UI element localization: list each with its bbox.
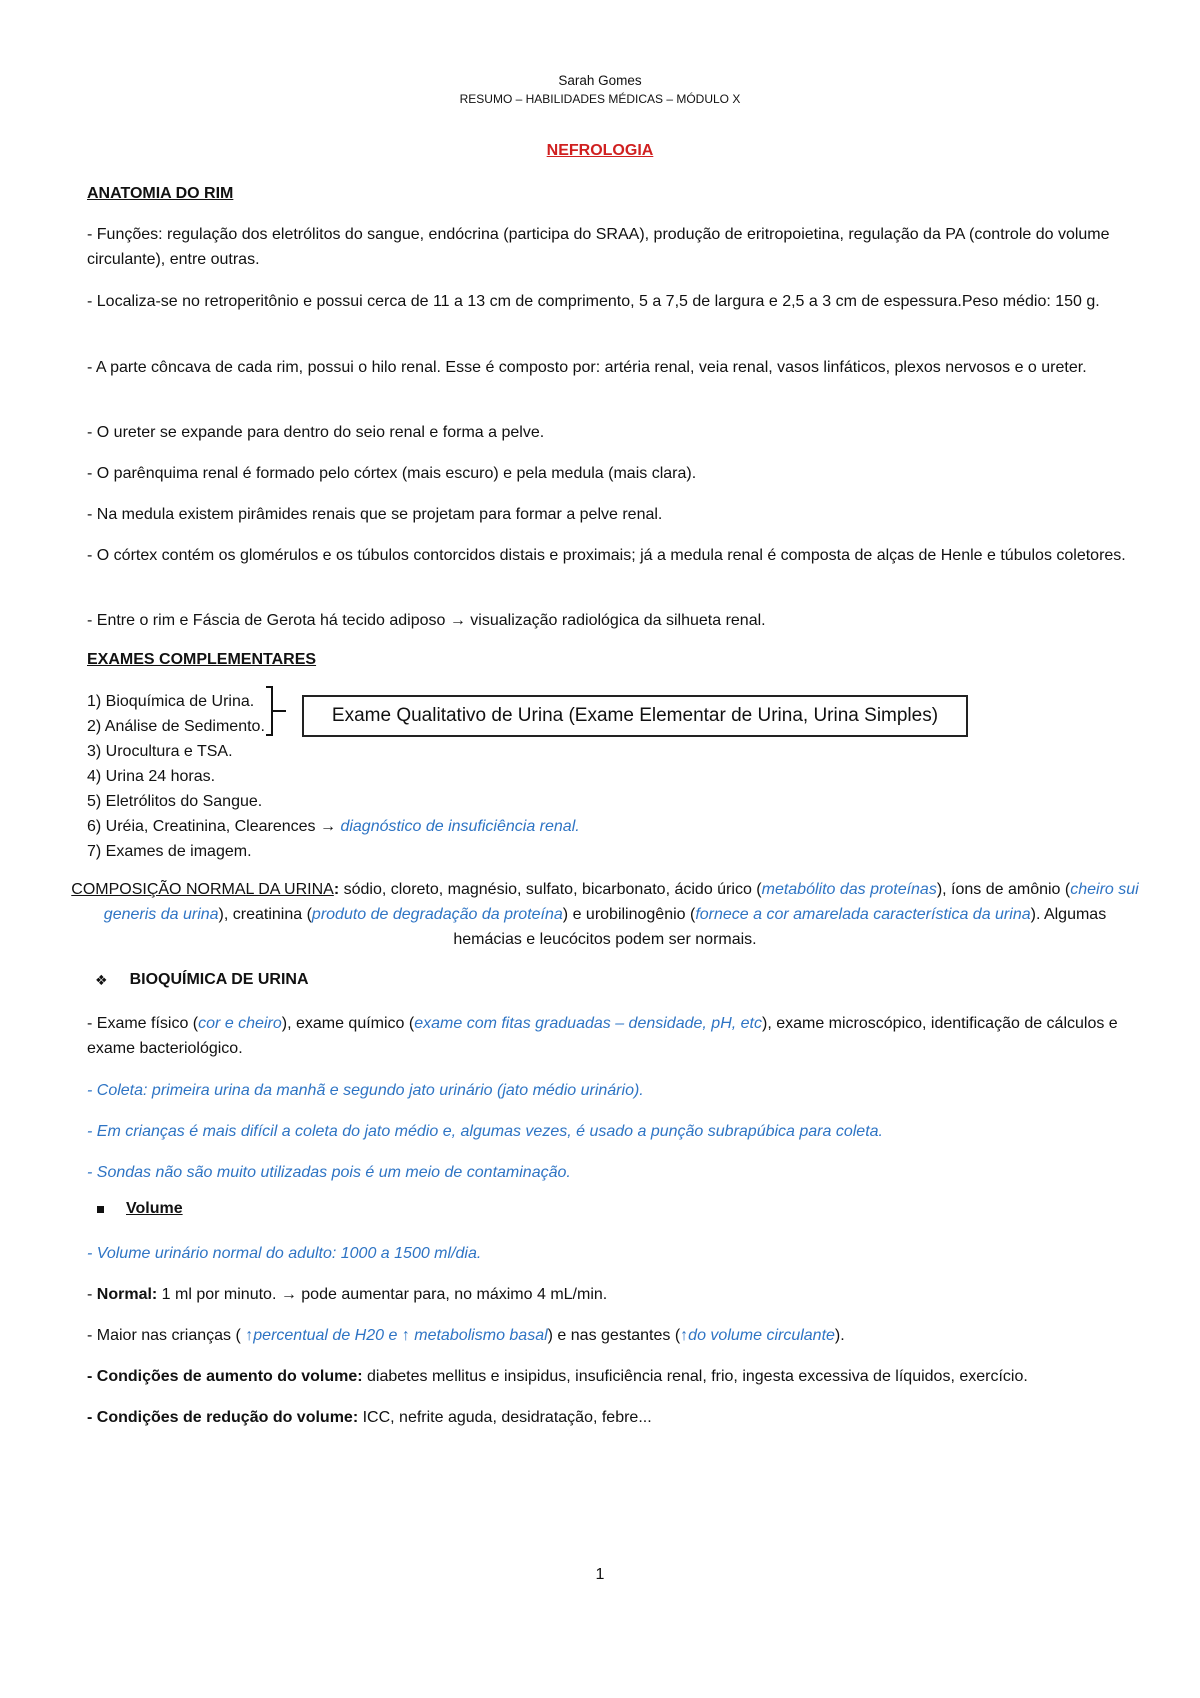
section-heading-volume <box>97 1200 183 1218</box>
bioquimica-note: cor e cheiro <box>198 1015 282 1032</box>
volume-bold-label: - Condições de aumento do volume: <box>87 1368 363 1385</box>
composicao-paragraph <box>70 877 1140 952</box>
list-item: 1) Bioquímica de Urina. <box>87 693 255 710</box>
composicao-colon: : <box>333 881 340 898</box>
bioquimica-text: ), exame químico ( <box>281 1015 415 1032</box>
bioquimica-heading-text: BIOQUÍMICA DE URINA <box>129 971 309 988</box>
volume-text: - Maior nas crianças ( <box>87 1327 246 1344</box>
volume-bold-label: - Condições de redução do volume: <box>87 1409 359 1426</box>
section-heading-exames: EXAMES COMPLEMENTARES <box>87 651 317 668</box>
volume-heading-text: Volume <box>126 1200 183 1217</box>
volume-text: ICC, nefrite aguda, desidratação, febre... <box>358 1409 652 1426</box>
composicao-text: ), íons de amônio ( <box>936 881 1071 898</box>
bioquimica-text: - Exame físico ( <box>87 1015 199 1032</box>
composicao-note: fornece a cor amarelada característica da urina <box>695 906 1031 923</box>
volume-paragraph <box>87 1364 1147 1389</box>
anatomia-paragraph: - Funções: regulação dos eletrólitos do sangue, endócrina (participa do SRAA), produção de eritropoietina, regulação da PA (controle do volume circulante), entre outras. <box>87 226 1110 268</box>
composicao-text: ) e urobilinogênio ( <box>562 906 696 923</box>
volume-note: ↑percentual de H20 e ↑ metabolismo basal <box>245 1327 548 1344</box>
page-number: 1 <box>595 1566 605 1583</box>
page-title: NEFROLOGIA <box>546 142 654 159</box>
volume-text: - <box>87 1286 97 1303</box>
anatomia-paragraph: - Entre o rim e Fáscia de Gerota há tecido adiposo → visualização radiológica da silhueta renal. <box>87 612 766 629</box>
bracket-icon <box>264 686 288 736</box>
list-item <box>87 814 580 839</box>
bioquimica-text: ), exame microscópico, identificação de cálculos e exame bacteriológico. <box>87 1015 1118 1057</box>
list-item: 3) Urocultura e TSA. <box>87 743 233 760</box>
anatomia-paragraph: - O ureter se expande para dentro do seio renal e forma a pelve. <box>87 424 545 441</box>
list-item: 2) Análise de Sedimento. <box>87 718 265 735</box>
bioquimica-paragraph <box>87 1011 1147 1061</box>
list-item-note: diagnóstico de insuficiência renal. <box>340 818 580 835</box>
bioquimica-paragraph: - Em crianças é mais difícil a coleta do jato médio e, algumas vezes, é usado a punção subrapúbica para coleta. <box>87 1123 883 1140</box>
volume-paragraph <box>87 1282 1147 1307</box>
volume-bold-label: Normal: <box>96 1286 158 1303</box>
section-heading-bioquimica <box>95 971 309 989</box>
composicao-note: produto de degradação da proteína <box>311 906 563 923</box>
anatomia-paragraph: - Localiza-se no retroperitônio e possui cerca de 11 a 13 cm de comprimento, 5 a 7,5 de largura e 2,5 a 3 cm de espessura.Peso médio: 150 g. <box>87 293 1100 310</box>
volume-text: ) e nas gestantes ( <box>547 1327 681 1344</box>
list-item: 7) Exames de imagem. <box>87 843 252 860</box>
anatomia-paragraph: - A parte côncava de cada rim, possui o hilo renal. Esse é composto por: artéria renal, veia renal, vasos linfáticos, plexos nervosos e o ureter. <box>87 359 1087 376</box>
anatomia-paragraph: - Na medula existem pirâmides renais que se projetam para formar a pelve renal. <box>87 506 663 523</box>
volume-text: ). <box>834 1327 845 1344</box>
anatomia-paragraph: - O parênquima renal é formado pelo córtex (mais escuro) e pela medula (mais clara). <box>87 465 697 482</box>
volume-note: ↑do volume circulante <box>680 1327 835 1344</box>
bioquimica-paragraph: - Coleta: primeira urina da manhã e segundo jato urinário (jato médio urinário). <box>87 1082 644 1099</box>
composicao-note: cheiro sui generis da urina <box>103 881 1139 923</box>
list-item: 4) Urina 24 horas. <box>87 768 216 785</box>
header-subtitle: RESUMO – HABILIDADES MÉDICAS – MÓDULO X <box>459 92 741 106</box>
volume-paragraph: - Volume urinário normal do adulto: 1000 a 1500 ml/dia. <box>87 1245 482 1262</box>
list-item-text: 6) Uréia, Creatinina, Clearences → <box>87 818 341 835</box>
volume-paragraph <box>87 1405 1147 1430</box>
volume-text: diabetes mellitus e insipidus, insuficiência renal, frio, ingesta excessiva de líquidos, exercício. <box>362 1368 1028 1385</box>
square-bullet-icon <box>97 1206 104 1213</box>
bioquimica-paragraph: - Sondas não são muito utilizadas pois é um meio de contaminação. <box>87 1164 571 1181</box>
header-author: Sarah Gomes <box>558 73 642 88</box>
composicao-text: sódio, cloreto, magnésio, sulfato, bicarbonato, ácido úrico ( <box>339 881 762 898</box>
anatomia-paragraph: - O córtex contém os glomérulos e os túbulos contorcidos distais e proximais; já a medula renal é composta de alças de Henle e túbulos coletores. <box>87 547 1126 564</box>
volume-text: 1 ml por minuto. → pode aumentar para, no máximo 4 mL/min. <box>157 1286 608 1303</box>
exam-callout-box: Exame Qualitativo de Urina (Exame Elementar de Urina, Urina Simples) <box>302 695 968 737</box>
composicao-label: COMPOSIÇÃO NORMAL DA URINA <box>71 881 334 898</box>
volume-paragraph <box>87 1323 1147 1348</box>
composicao-note: metabólito das proteínas <box>761 881 937 898</box>
composicao-text: ). Algumas hemácias e leucócitos podem ser normais. <box>453 906 1107 948</box>
composicao-text: ), creatinina ( <box>218 906 312 923</box>
list-item: 5) Eletrólitos do Sangue. <box>87 793 263 810</box>
bioquimica-note: exame com fitas graduadas – densidade, pH, etc <box>414 1015 762 1032</box>
diamond-bullet-icon: ❖ <box>95 971 108 988</box>
section-heading-anatomia: ANATOMIA DO RIM <box>87 185 234 202</box>
